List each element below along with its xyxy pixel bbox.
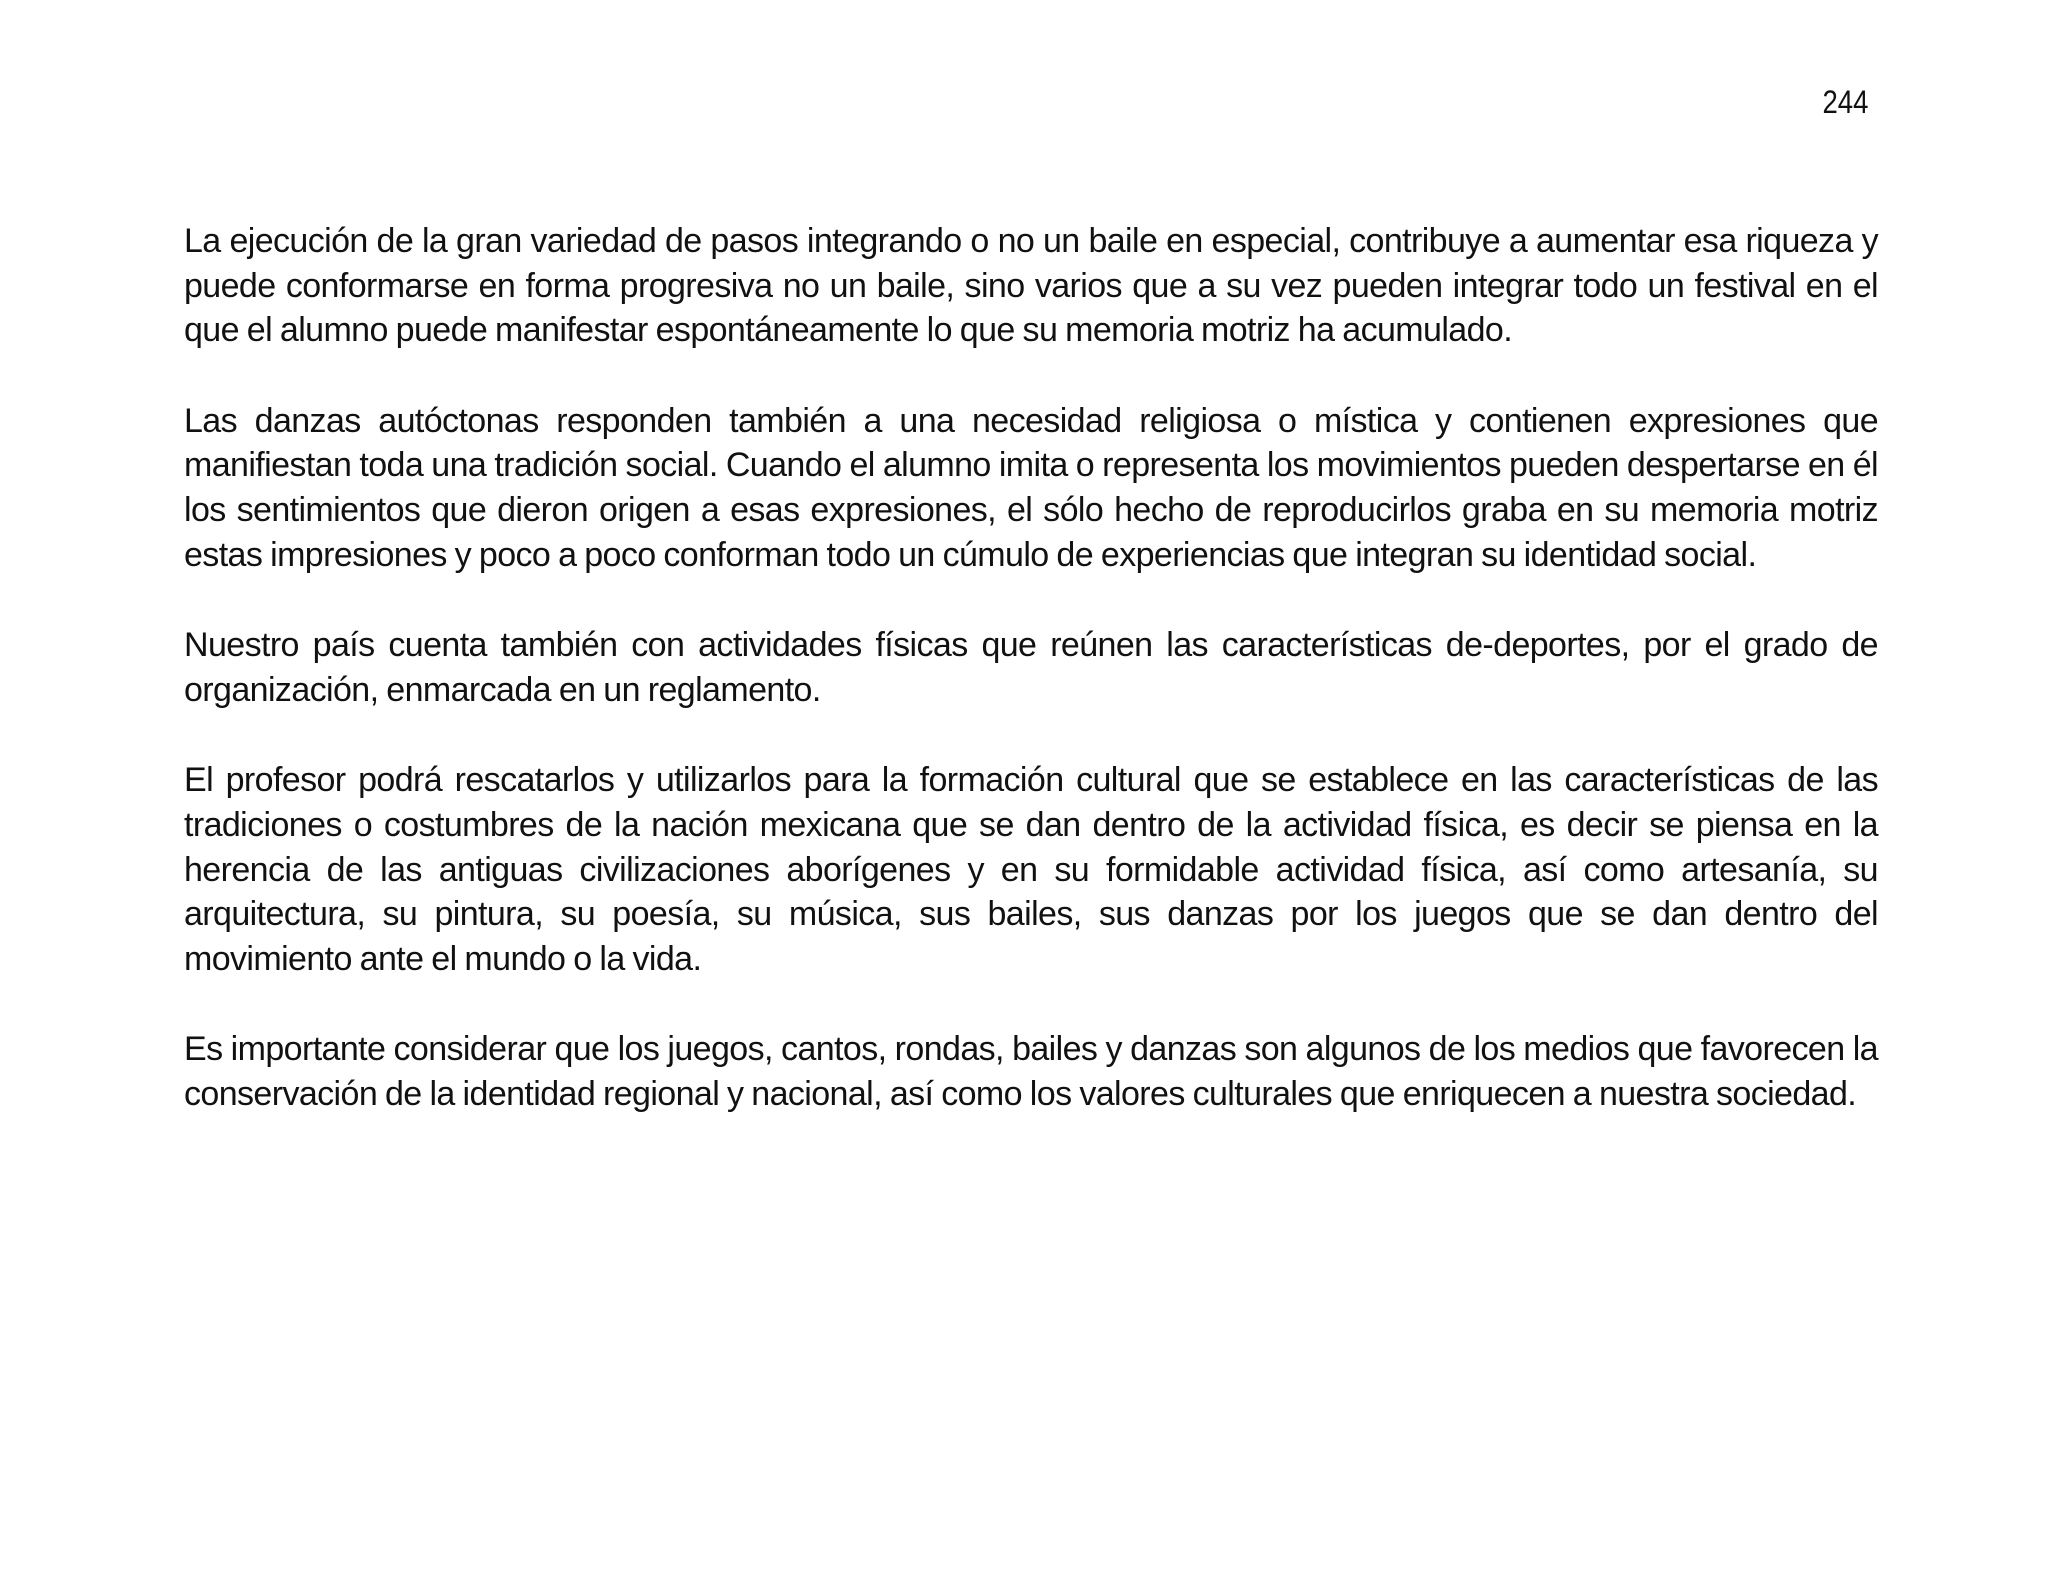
body-text: [184, 219, 1878, 1117]
paragraph-5: Es importante considerar que los juegos, cantos, rondas, bailes y danzas son algunos de los medios que favorecen la conservación de la identidad regional y nacional, así como los valores culturales que enriquecen a nuestra sociedad.: [184, 1030, 1878, 1113]
paragraph-1: La ejecución de la gran variedad de pasos integrando o no un baile en especial, contribuye a aumentar esa riqueza y puede conformarse en forma progresiva no un baile, sino varios que a su vez pueden integrar todo un festival en el que el alumno puede manifestar espontáneamente lo que su memoria motriz ha acumulado.: [184, 222, 1878, 350]
paragraph-3: Nuestro país cuenta también con actividades físicas que reúnen las características de-deportes, por el grado de organización, enmarcada en un reglamento.: [184, 626, 1878, 709]
page-number: 244: [1822, 84, 1868, 120]
paragraph-2: Las danzas autóctonas responden también a una necesidad religiosa o mística y contienen expresiones que manifiestan toda una tradición social. Cuando el alumno imita o representa los movimientos pueden despertarse en él los sentimientos que dieron origen a esas expresiones, el sólo hecho de reproducirlos graba en su memoria motriz estas impresiones y poco a poco conforman todo un cúmulo de experiencias que integran su identidad social.: [184, 401, 1878, 574]
paragraph-4: El profesor podrá rescatarlos y utilizarlos para la formación cultural que se establece en las características de las tradiciones o costumbres de la nación mexicana que se dan dentro de la actividad física, es decir se piensa en la herencia de las antiguas civilizaciones aborígenes y en su formidable actividad física, así como artesanía, su arquitectura, su pintura, su poesía, su música, sus bailes, sus danzas por los juegos que se dan dentro del movimiento ante el mundo o la vida.: [184, 761, 1878, 978]
